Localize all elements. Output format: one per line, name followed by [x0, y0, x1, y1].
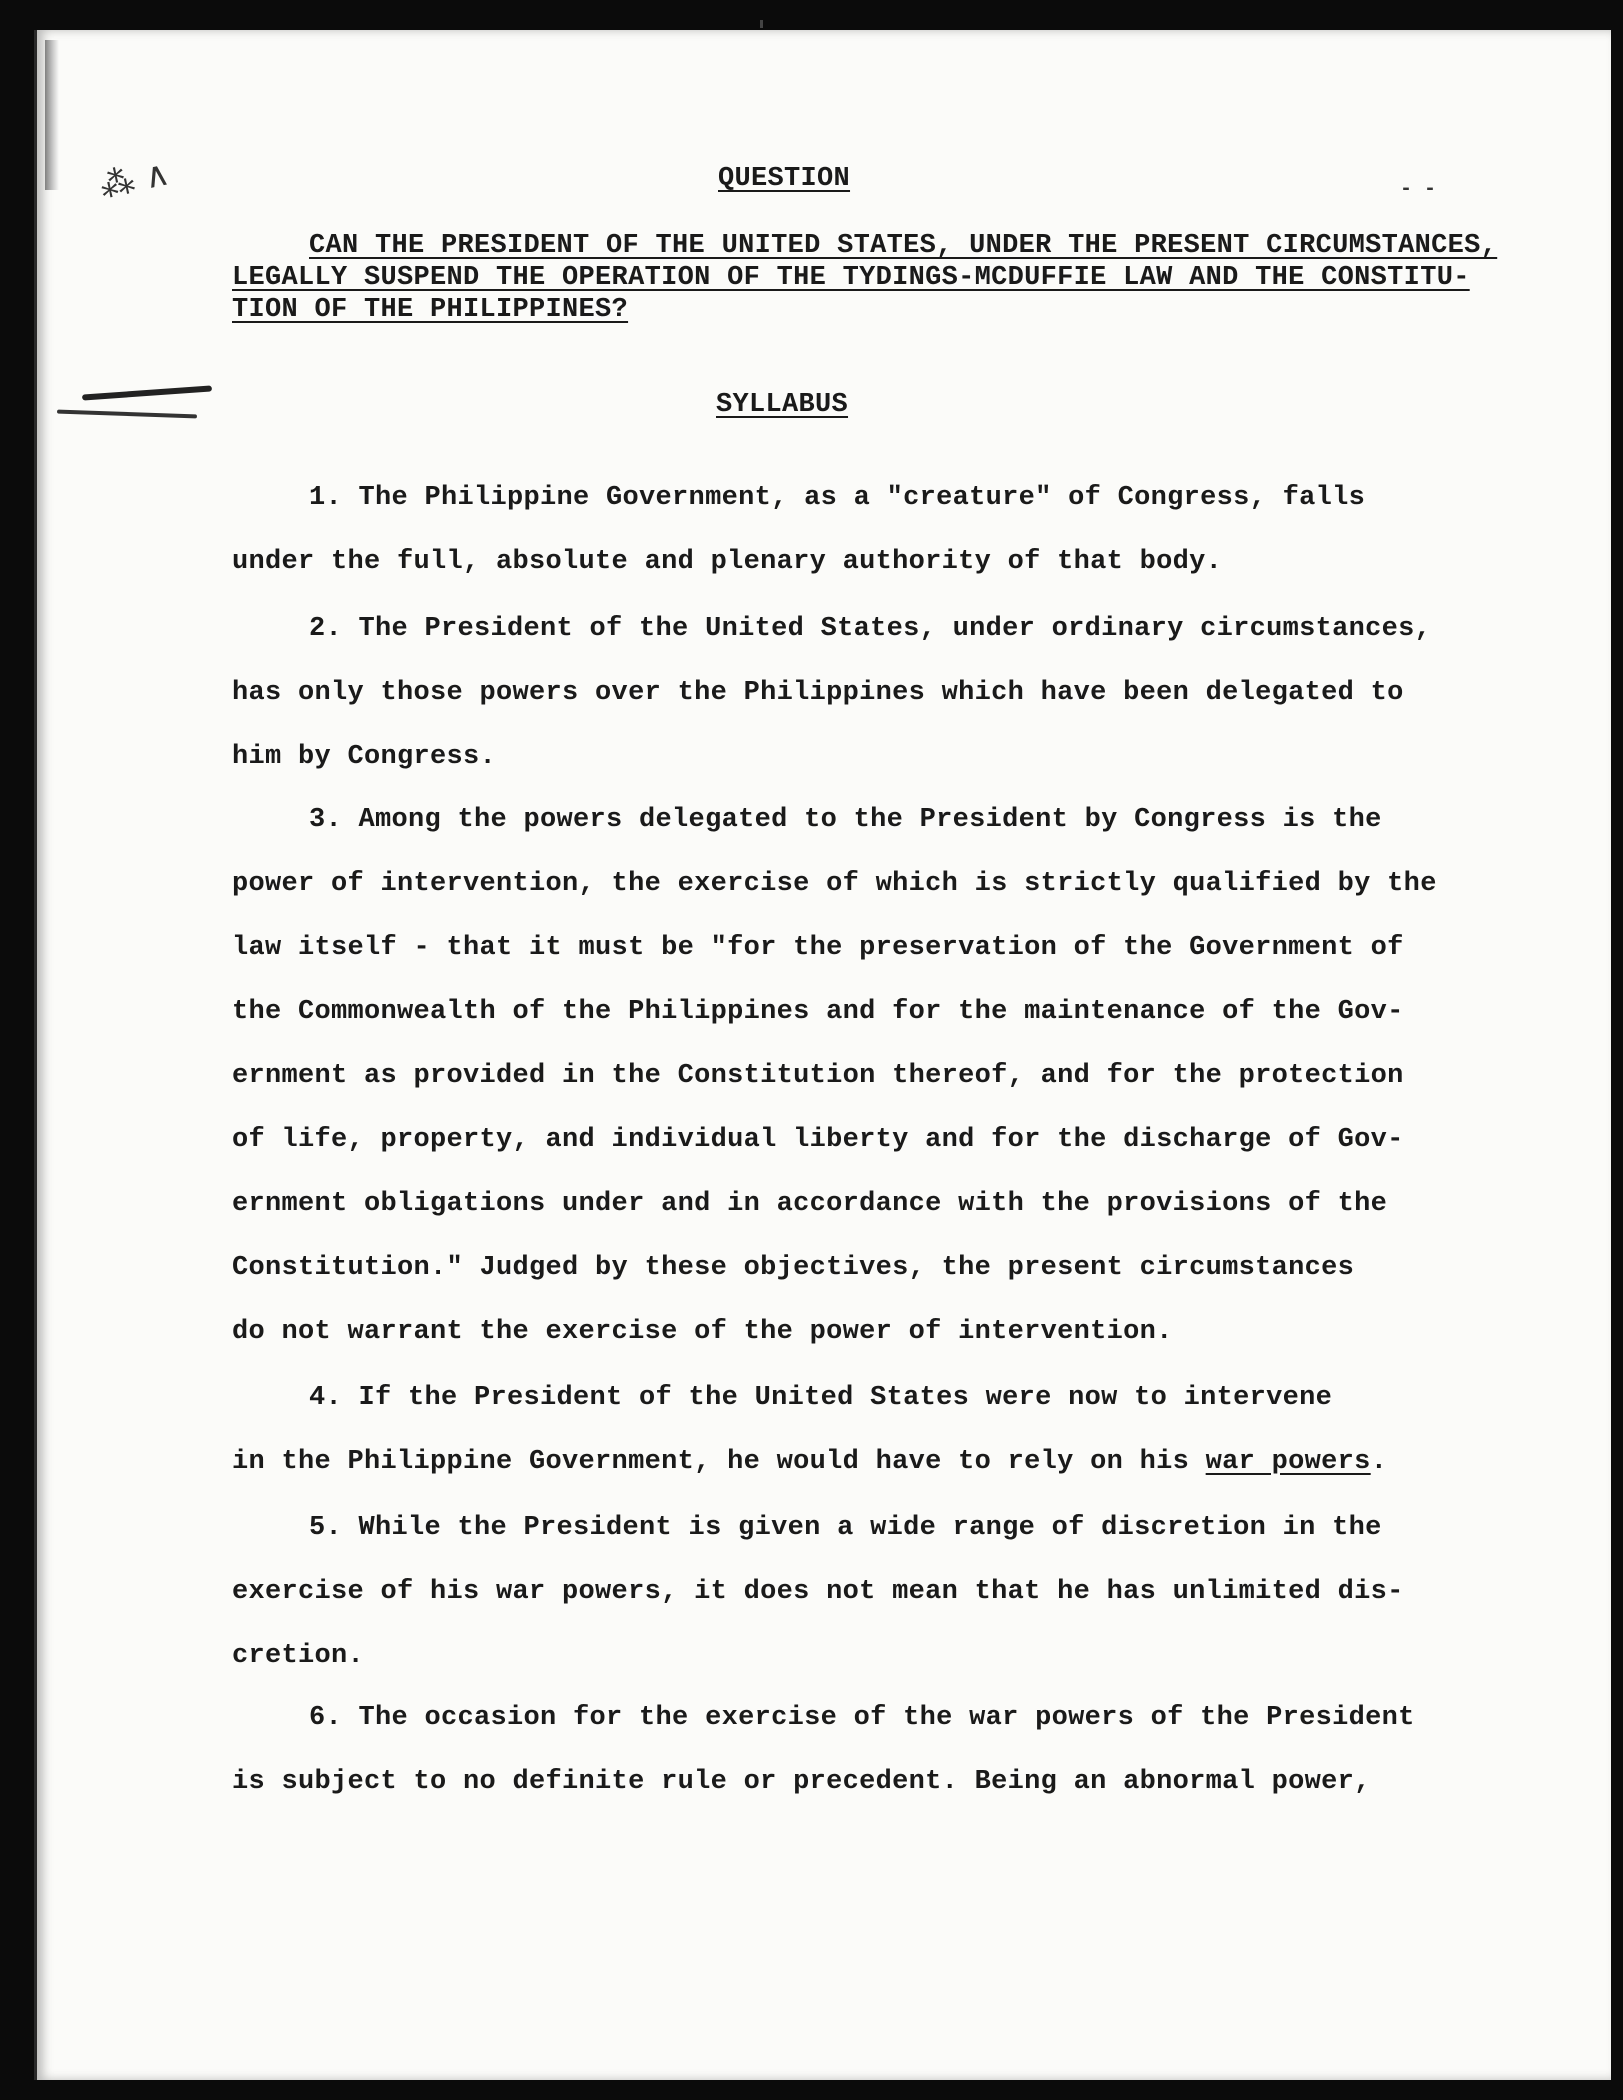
- paragraph-line: power of intervention, the exercise of which is strictly qualified by the: [232, 869, 1437, 899]
- page-edge-shadow: [45, 40, 59, 190]
- paragraph-line: the Commonwealth of the Philippines and for the maintenance of the Gov-: [232, 997, 1404, 1027]
- syllabus-item-2: [232, 597, 1472, 789]
- question-line: TION OF THE PHILIPPINES?: [232, 295, 629, 325]
- handwritten-dash-mark: [82, 385, 212, 400]
- paragraph-line: cretion.: [232, 1641, 365, 1671]
- syllabus-item-6: [232, 1686, 1472, 1814]
- text-span: .: [1370, 1447, 1388, 1477]
- paragraph-line: exercise of his war powers, it does not mean that he has unlimited dis-: [232, 1577, 1404, 1607]
- paragraph-line: do not warrant the exercise of the power of intervention.: [232, 1317, 1173, 1347]
- syllabus-item-5: [232, 1496, 1472, 1688]
- paragraph-line: law itself - that it must be "for the preservation of the Government of: [232, 933, 1404, 963]
- syllabus-item-1: [232, 466, 1472, 594]
- question-text: [232, 230, 1532, 326]
- syllabus-item-4: [232, 1366, 1472, 1494]
- paragraph-line: 6. The occasion for the exercise of the war powers of the President: [309, 1703, 1415, 1733]
- paragraph-line: ernment obligations under and in accordance with the provisions of the: [232, 1189, 1388, 1219]
- paragraph-line: him by Congress.: [232, 742, 497, 772]
- paragraph-line: 5. While the President is given a wide range of discretion in the: [309, 1513, 1382, 1543]
- paragraph-line: Constitution." Judged by these objectives, the present circumstances: [232, 1253, 1355, 1283]
- handwritten-scribble-icon: ⁂ ∧: [96, 153, 174, 207]
- paragraph-line: under the full, absolute and plenary authority of that body.: [232, 547, 1223, 577]
- punch-mark: [760, 20, 763, 28]
- paragraph-line: [232, 1430, 1472, 1494]
- margin-dash-mark: - -: [1400, 178, 1437, 201]
- handwritten-dash-mark-2: [57, 410, 197, 419]
- question-line: CAN THE PRESIDENT OF THE UNITED STATES, UNDER THE PRESENT CIRCUMSTANCES,: [309, 231, 1498, 261]
- paragraph-line: 4. If the President of the United States were now to intervene: [309, 1383, 1333, 1413]
- question-line: LEGALLY SUSPEND THE OPERATION OF THE TYDINGS-MCDUFFIE LAW AND THE CONSTITU-: [232, 263, 1470, 293]
- paragraph-line: 1. The Philippine Government, as a "creature" of Congress, falls: [309, 483, 1366, 513]
- syllabus-item-3: [232, 788, 1472, 1364]
- underlined-war-powers: war powers: [1205, 1447, 1371, 1477]
- paragraph-line: 3. Among the powers delegated to the President by Congress is the: [309, 805, 1382, 835]
- paragraph-line: has only those powers over the Philippines which have been delegated to: [232, 678, 1404, 708]
- paragraph-line: 2. The President of the United States, under ordinary circumstances,: [309, 614, 1432, 644]
- syllabus-heading: SYLLABUS: [716, 390, 849, 420]
- paragraph-line: of life, property, and individual liberty and for the discharge of Gov-: [232, 1125, 1404, 1155]
- paragraph-line: ernment as provided in the Constitution thereof, and for the protection: [232, 1061, 1404, 1091]
- text-span: in the Philippine Government, he would have to rely on his: [232, 1447, 1206, 1477]
- question-heading: QUESTION: [718, 164, 851, 194]
- paragraph-line: is subject to no definite rule or precedent. Being an abnormal power,: [232, 1767, 1371, 1797]
